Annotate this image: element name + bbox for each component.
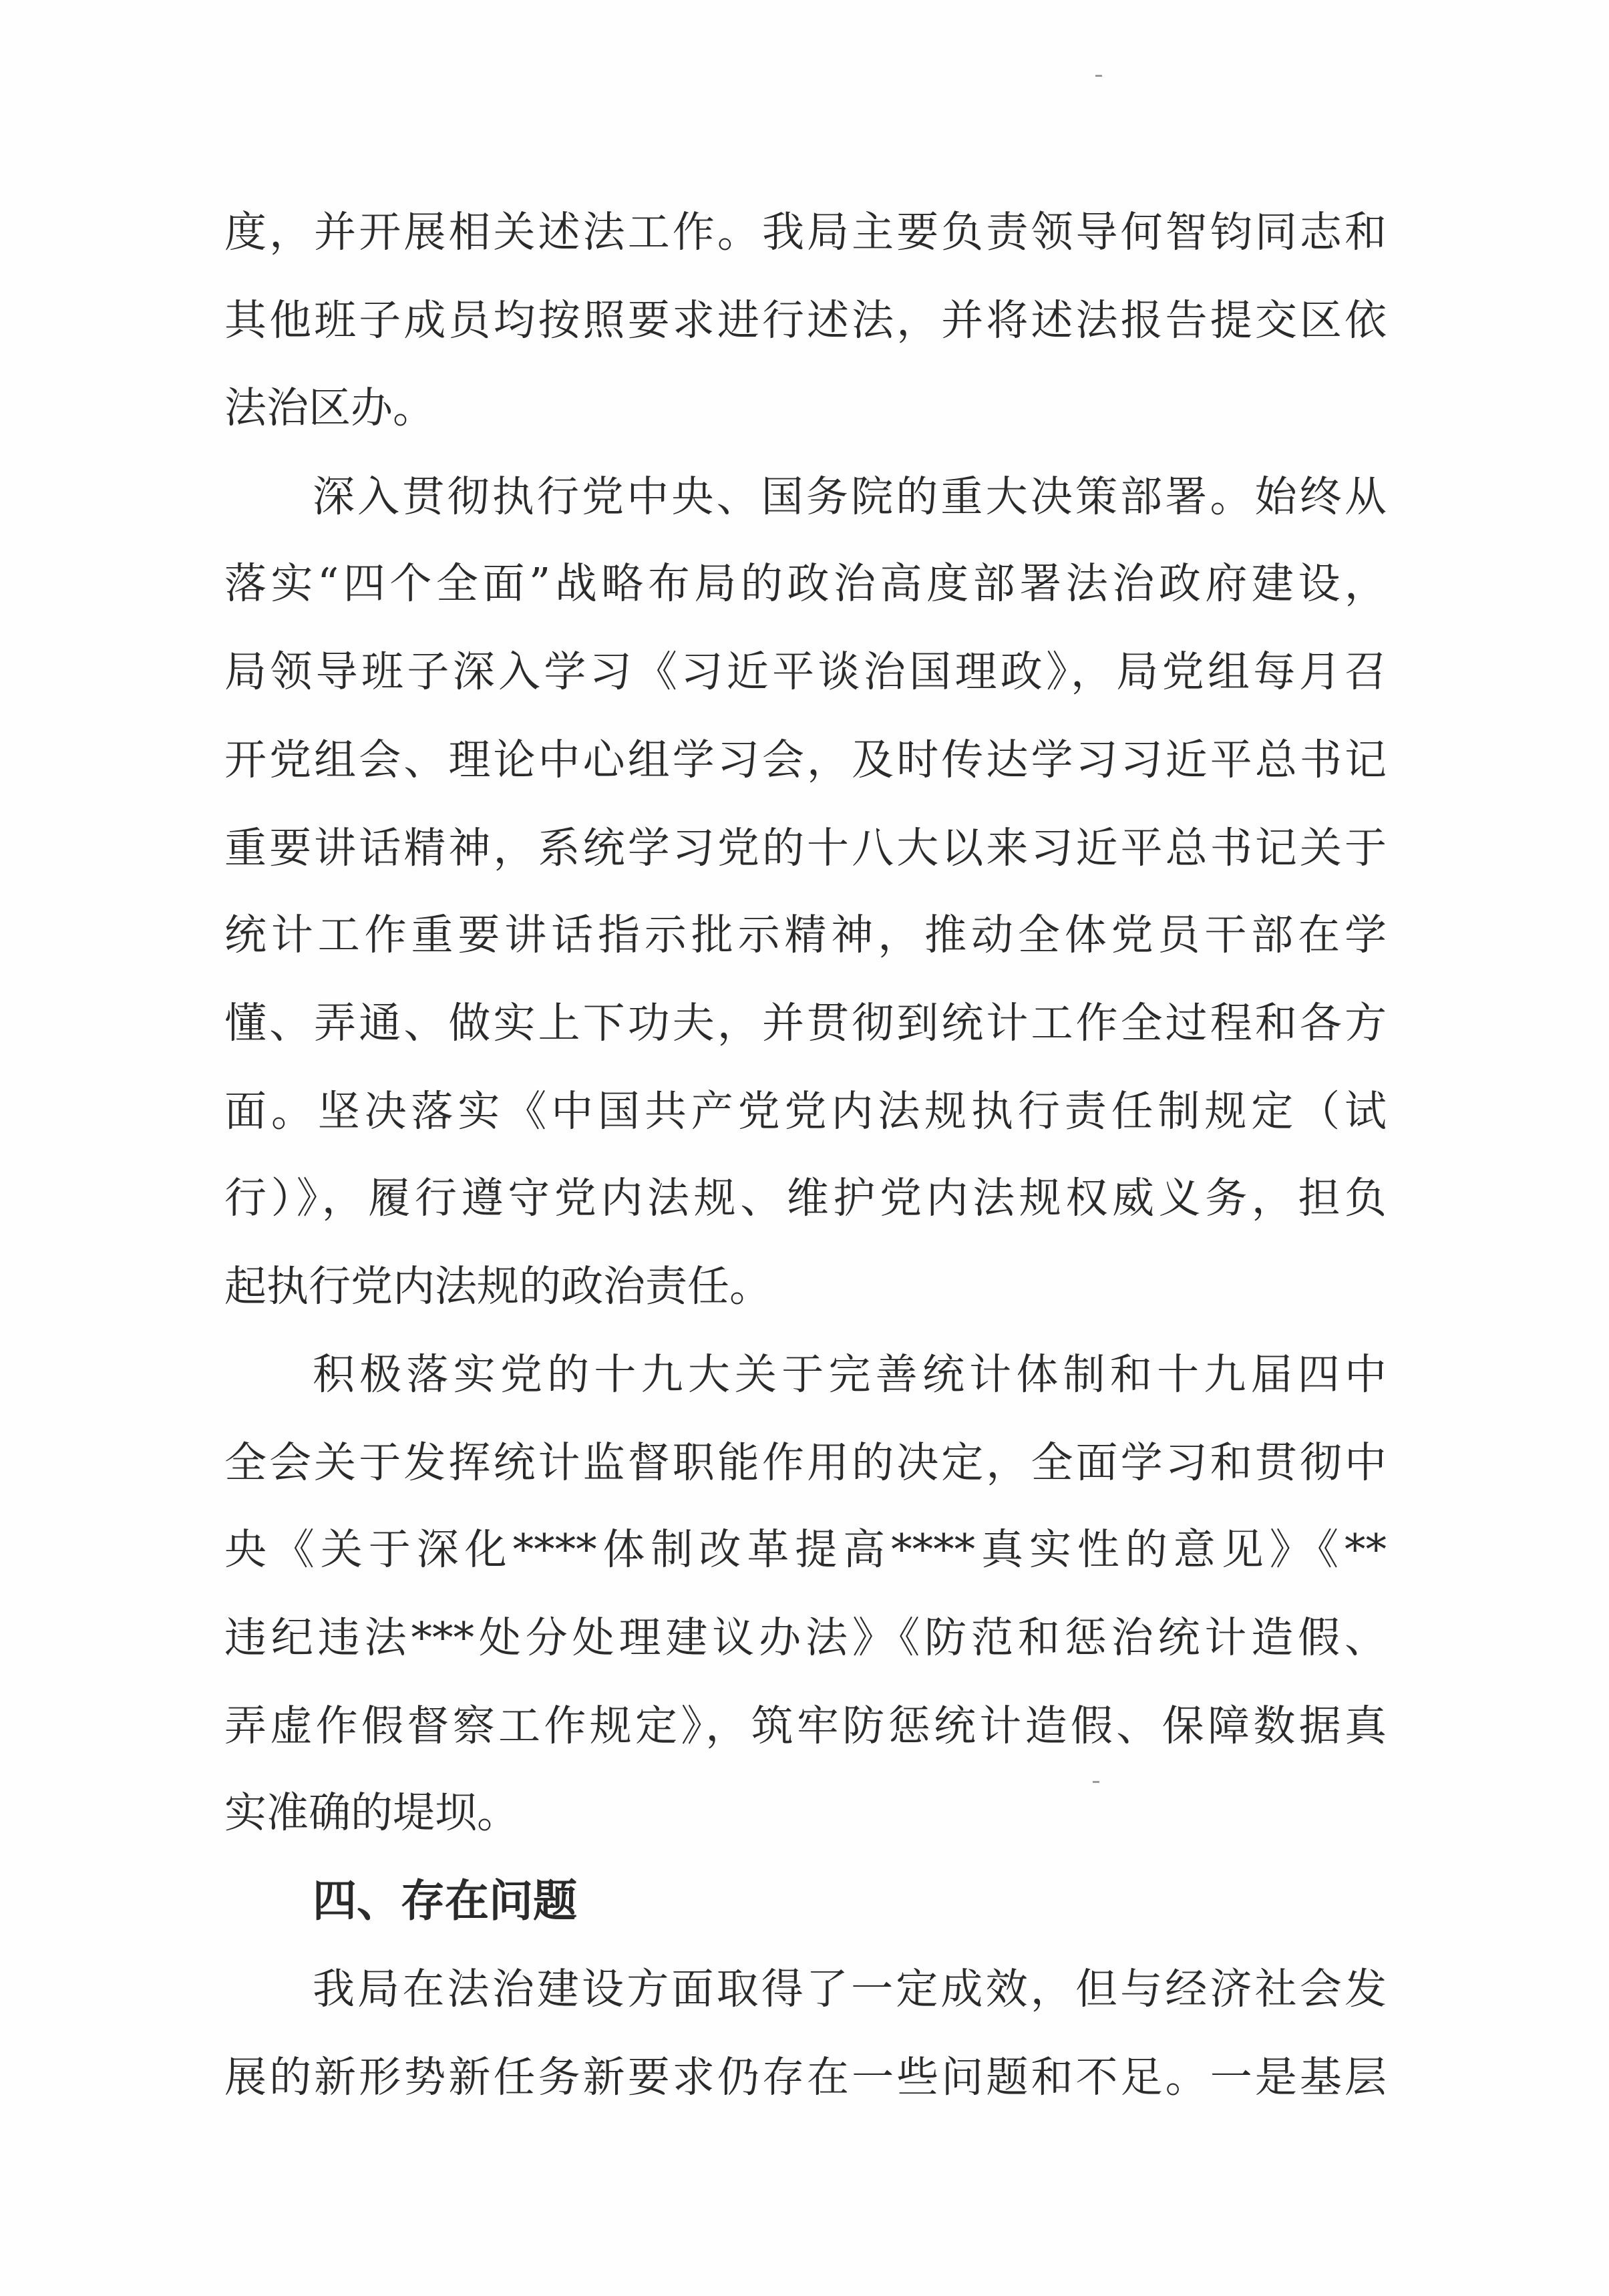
paragraph-4-line-1: 我局在法治建设方面取得了一定成效，但与经济社会发 xyxy=(313,1965,1387,2013)
paragraph-2-line-7: 懂、弄通、做实上下功夫，并贯彻到统计工作全过程和各方 xyxy=(224,999,1387,1047)
paragraph-1-line-3: 法治区办。 xyxy=(224,383,435,432)
paragraph-3-line-6: 实准确的堤坝。 xyxy=(224,1788,519,1837)
paragraph-2-line-4: 开党组会、理论中心组学习会，及时传达学习习近平总书记 xyxy=(224,735,1387,784)
paragraph-1-line-1: 度，并开展相关述法工作。我局主要负责领导何智钧同志和 xyxy=(224,208,1387,257)
section-heading: 四、存在问题 xyxy=(313,1875,577,1927)
paragraph-2-line-5: 重要讲话精神，系统学习党的十八大以来习近平总书记关于 xyxy=(224,824,1387,872)
paragraph-2-line-2: 落实“四个全面”战略布局的政治高度部署法治政府建设， xyxy=(224,559,1387,608)
paragraph-3-line-5: 弄虚作假督察工作规定》，筑牢防惩统计造假、保障数据真 xyxy=(224,1701,1387,1750)
paragraph-2-line-6: 统计工作重要讲话指示批示精神，推动全体党员干部在学 xyxy=(224,911,1387,959)
paragraph-2-line-10: 起执行党内法规的政治责任。 xyxy=(224,1262,771,1311)
paragraph-4-line-2: 展的新形势新任务新要求仍存在一些问题和不足。一是基层 xyxy=(224,2053,1387,2102)
paragraph-1-line-2: 其他班子成员均按照要求进行述法，并将述法报告提交区依 xyxy=(224,296,1387,345)
paragraph-3-line-3: 央《关于深化****体制改革提高****真实性的意见》《** xyxy=(224,1525,1387,1574)
paragraph-3-line-4: 违纪违法***处分处理建议办法》《防范和惩治统计造假、 xyxy=(224,1613,1387,1662)
paragraph-2-line-3: 局领导班子深入学习《习近平谈治国理政》，局党组每月召 xyxy=(224,647,1387,696)
paragraph-2-line-9: 行）》，履行遵守党内法规、维护党内法规权威义务，担负 xyxy=(224,1174,1387,1222)
scan-speck xyxy=(1095,75,1102,77)
paragraph-3-line-2: 全会关于发挥统计监督职能作用的决定，全面学习和贯彻中 xyxy=(224,1438,1387,1487)
paragraph-2-line-8: 面。坚决落实《中国共产党党内法规执行责任制规定（试 xyxy=(224,1087,1387,1136)
paragraph-3-line-1: 积极落实党的十九大关于完善统计体制和十九届四中 xyxy=(313,1350,1387,1399)
paragraph-2-line-1: 深入贯彻执行党中央、国务院的重大决策部署。始终从 xyxy=(313,472,1387,521)
